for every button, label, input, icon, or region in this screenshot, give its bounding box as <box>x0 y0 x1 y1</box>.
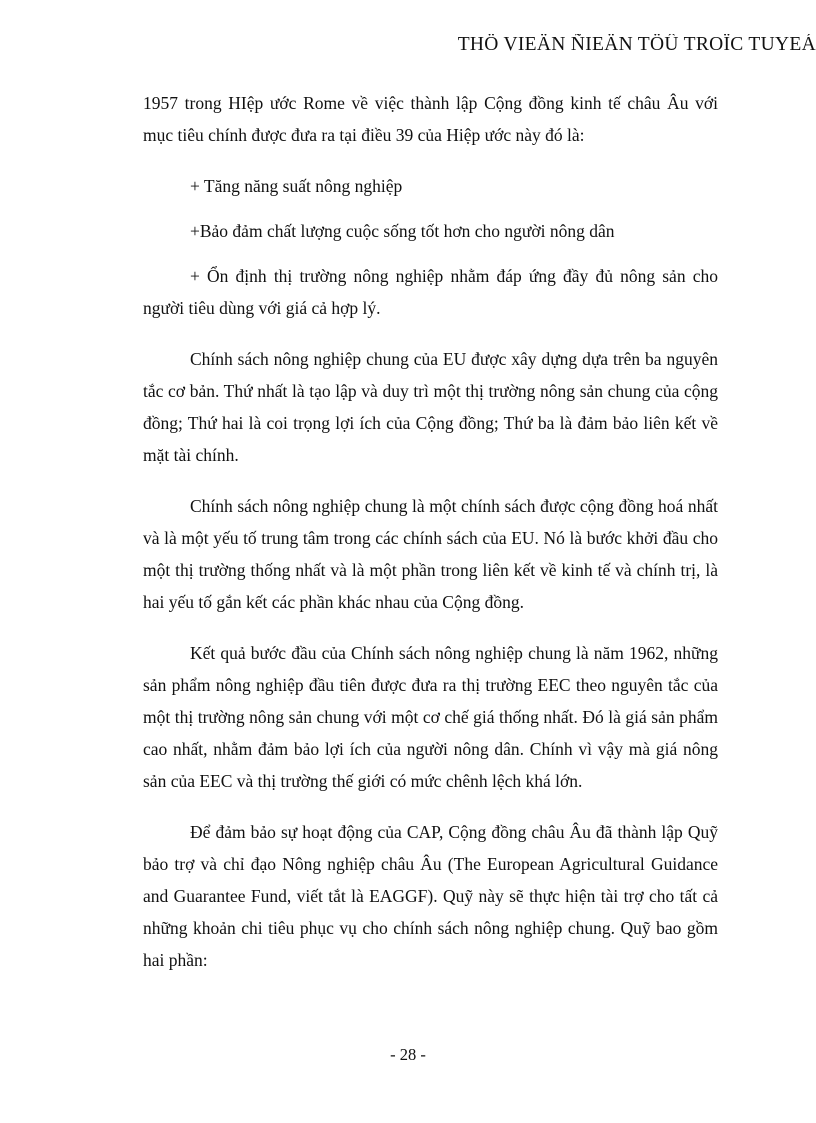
bullet-item-market-stability: + Ổn định thị trường nông nghiệp nhằm đáp ứng đầy đủ nông sản cho người tiêu dùng với giá cả hợp lý. <box>143 266 718 318</box>
bullet-item-living-quality: +Bảo đảm chất lượng cuộc sống tốt hơn cho người nông dân <box>190 221 615 241</box>
document-body <box>143 87 718 976</box>
paragraph-eaggf-fund: Để đảm bảo sự hoạt động của CAP, Cộng đồng châu Âu đã thành lập Quỹ bảo trợ và chỉ đạo Nông nghiệp châu Âu (The European Agricultural Guidance and Guarantee Fund, viết tắt là EAGGF). Quỹ này sẽ thực hiện tài trợ cho tất cả những khoản chi tiêu phục vụ cho chính sách nông nghiệp chung. Quỹ bao gồm hai phần: <box>143 822 718 970</box>
paragraph-principles: Chính sách nông nghiệp chung của EU được xây dựng dựa trên ba nguyên tắc cơ bản. Thứ nhất là tạo lập và duy trì một thị trường nông sản chung của cộng đồng; Thứ hai là coi trọng lợi ích của Cộng đồng; Thứ ba là đảm bảo liên kết về mặt tài chính. <box>143 349 718 465</box>
paragraph-common-policy: Chính sách nông nghiệp chung là một chính sách được cộng đồng hoá nhất và là một yếu tố trung tâm trong các chính sách của EU. Nó là bước khởi đầu cho một thị trường thống nhất và là một phần trong liên kết về kinh tế và chính trị, là hai yếu tố gắn kết các phần khác nhau của Cộng đồng. <box>143 496 718 612</box>
page-number: - 28 - <box>390 1045 426 1064</box>
page-header: THÖ VIEÄN ÑIEÄN TÖÛ TROÏC TUYEÁ <box>457 34 816 55</box>
paragraph-initial-results: Kết quả bước đầu của Chính sách nông nghiệp chung là năm 1962, những sản phẩm nông nghiệp đầu tiên được đưa ra thị trường EEC theo nguyên tắc của một thị trường nông sản chung với một cơ chế giá thống nhất. Đó là giá sản phẩm cao nhất, nhằm đảm bảo lợi ích của người nông dân. Chính vì vậy mà giá nông sản của EEC và thị trường thế giới có mức chênh lệch khá lớn. <box>143 643 718 791</box>
bullet-item-productivity: + Tăng năng suất nông nghiệp <box>190 176 403 196</box>
paragraph-intro: 1957 trong HIệp ước Rome về việc thành lập Cộng đồng kinh tế châu Âu với mục tiêu chính được đưa ra tại điều 39 của Hiệp ước này đó là: <box>143 93 718 145</box>
